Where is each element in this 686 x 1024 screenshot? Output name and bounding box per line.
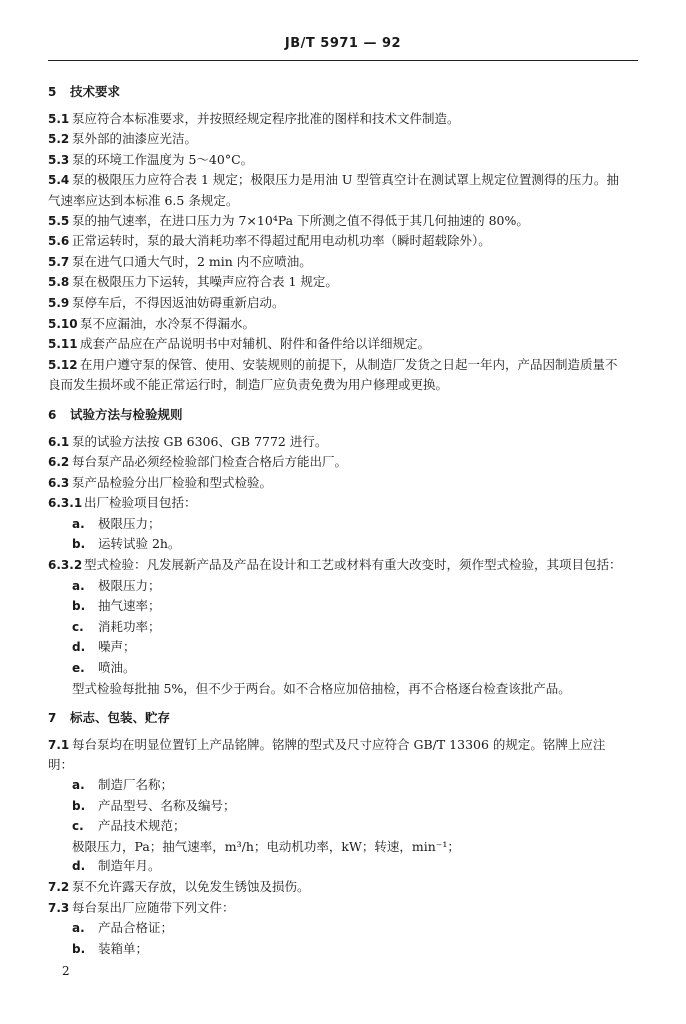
list-item	[48, 637, 640, 658]
clause-5-4-continued	[48, 191, 640, 211]
clause-5-7	[48, 252, 640, 273]
clause-number: 5.3	[48, 152, 70, 167]
clause-text: 泵在进气口通大气时，2 min 内不应喷油。	[72, 253, 312, 269]
clause-5-11	[48, 334, 640, 355]
clause-text: 泵在极限压力下运转，其噪声应符合表 1 规定。	[72, 274, 338, 290]
section-title: 标志、包装、贮存	[70, 710, 171, 726]
list-item	[48, 596, 640, 617]
page-header	[0, 36, 686, 51]
list-item	[48, 796, 640, 817]
clause-text: 泵的试验方法按 GB 6306、GB 7772 进行。	[72, 433, 328, 449]
clause-number: 5.6	[48, 234, 70, 249]
item-text: 极限压力；	[98, 577, 161, 593]
list-item	[48, 918, 640, 939]
clause-number: 7.3	[48, 900, 70, 915]
clause-number: 5.1	[48, 111, 70, 126]
clause-5-3	[48, 150, 640, 171]
clause-5-9	[48, 293, 640, 314]
clause-number: 5.7	[48, 254, 70, 269]
section-6-heading	[48, 405, 640, 426]
item-text: 噪声；	[98, 639, 136, 655]
clause-number: 6.3.1	[48, 496, 83, 511]
item-marker: e.	[72, 661, 85, 676]
clause-text: 每台泵产品必须经检验部门检查合格后方能出厂。	[72, 454, 348, 470]
clause-7-2	[48, 877, 640, 898]
list-item	[48, 514, 640, 535]
list-item	[48, 576, 640, 597]
clause-text: 泵的环境工作温度为 5～40°C。	[72, 151, 254, 167]
clause-number: 6.3.2	[48, 558, 83, 573]
section-7-heading	[48, 708, 640, 729]
item-marker: d.	[72, 859, 86, 874]
section-title: 试验方法与检验规则	[70, 406, 183, 422]
clause-5-1	[48, 109, 640, 130]
clause-5-5	[48, 211, 640, 232]
clause-text: 成套产品应在产品说明书中对辅机、附件和备件给以详细规定。	[80, 336, 431, 352]
clause-7-3	[48, 898, 640, 919]
clause-text: 泵不应漏油，水冷泵不得漏水。	[80, 315, 256, 331]
item-text: 喷油。	[98, 660, 136, 676]
clause-number: 5.10	[48, 316, 78, 331]
clause-text: 泵的极限压力应符合表 1 规定；极限压力是用油 U 型管真空计在测试罩上规定位置测得的压力。抽	[72, 172, 619, 188]
clause-number: 7.1	[48, 737, 70, 752]
clause-number: 5.9	[48, 295, 70, 310]
clause-text: 泵停车后，不得因返油妨碍重新启动。	[72, 294, 285, 310]
clause-text: 每台泵出厂应随带下列文件：	[72, 899, 235, 915]
item-marker: c.	[72, 619, 84, 634]
list-item	[48, 939, 640, 960]
clause-text: 泵的抽气速率，在进口压力为 7×10⁴Pa 下所测之值不得低于其几何抽速的 80%。	[72, 212, 529, 228]
clause-6-1	[48, 432, 640, 453]
item-text: 产品合格证；	[98, 920, 174, 936]
clause-text: 每台泵均在明显位置钉上产品铭牌。铭牌的型式及尺寸应符合 GB/T 13306 的规定。铭牌上应注	[72, 736, 606, 752]
clause-5-6	[48, 231, 640, 252]
clause-6-3-1	[48, 493, 640, 514]
item-marker: c.	[72, 819, 84, 834]
item-marker: b.	[72, 599, 86, 614]
item-text: 制造年月。	[98, 858, 161, 874]
clause-text: 泵外部的油漆应光洁。	[72, 131, 198, 147]
item-text: 装箱单；	[98, 940, 149, 956]
item-text: 运转试验 2h。	[98, 536, 181, 552]
clause-7-1-continued	[48, 755, 640, 775]
list-item	[48, 658, 640, 679]
clause-text: 在用户遵守泵的保管、使用、安装规则的前提下，从制造厂发货之日起一年内，产品因制造质量不	[80, 356, 618, 372]
item-marker: b.	[72, 798, 86, 813]
section-number: 5	[48, 85, 57, 99]
item-marker: a.	[72, 516, 85, 531]
spec-line	[48, 837, 640, 857]
page-number: 2	[62, 964, 70, 978]
clause-number: 5.2	[48, 132, 70, 147]
clause-number: 5.4	[48, 173, 70, 188]
item-marker: d.	[72, 640, 86, 655]
item-text: 极限压力；	[98, 515, 161, 531]
note-text: 型式检验每批抽 5%，但不少于两台。如不合格应加倍抽检，再不合格逐台检查该批产品。	[72, 680, 571, 696]
clause-text: 正常运转时，泵的最大消耗功率不得超过配用电动机功率（瞬时超载除外）。	[72, 233, 491, 249]
item-marker: b.	[72, 537, 86, 552]
item-marker: a.	[72, 921, 85, 936]
standard-code: JB/T 5971 — 92	[284, 36, 402, 51]
clause-text: 泵产品检验分出厂检验和型式检验。	[72, 474, 273, 490]
item-marker: a.	[72, 778, 85, 792]
list-item	[48, 816, 640, 837]
clause-number: 6.2	[48, 455, 70, 470]
clause-number: 6.1	[48, 434, 70, 449]
clause-text: 气速率应达到本标准 6.5 条规定。	[48, 192, 239, 208]
list-item	[48, 617, 640, 638]
clause-6-2	[48, 452, 640, 473]
clause-number: 5.8	[48, 275, 70, 290]
clause-5-4	[48, 170, 640, 191]
clause-5-2	[48, 129, 640, 150]
clause-text: 型式检验：凡发展新产品及产品在设计和工艺或材料有重大改变时，须作型式检验，其项目包括：	[84, 557, 622, 573]
clause-number: 5.11	[48, 337, 78, 352]
list-item	[48, 856, 640, 877]
item-text: 产品型号、名称及编号；	[98, 797, 236, 813]
spec-text: 极限压力，Pa；抽气速率，m³/h；电动机功率，kW；转速，min⁻¹；	[72, 838, 460, 854]
type-test-note	[48, 679, 640, 699]
item-text: 制造厂名称；	[98, 777, 174, 792]
clause-6-3	[48, 473, 640, 494]
clause-number: 7.2	[48, 879, 70, 894]
section-number: 6	[48, 407, 57, 422]
item-marker: a.	[72, 578, 85, 593]
item-text: 产品技术规范；	[98, 818, 186, 834]
clause-number: 6.3	[48, 475, 70, 490]
document-body	[48, 82, 640, 959]
header-rule	[48, 60, 638, 61]
clause-5-8	[48, 272, 640, 293]
list-item	[48, 534, 640, 555]
clause-text: 出厂检验项目包括：	[84, 495, 197, 511]
list-item	[48, 775, 640, 796]
section-title: 技术要求	[70, 84, 121, 99]
section-number: 7	[48, 711, 57, 726]
item-text: 消耗功率；	[98, 618, 161, 634]
clause-5-12-continued	[48, 375, 640, 395]
section-5-heading	[48, 82, 640, 103]
clause-text: 明：	[48, 757, 74, 773]
clause-text: 良而发生损坏或不能正常运行时，制造厂应负责免费为用户修理或更换。	[48, 377, 449, 393]
clause-number: 5.5	[48, 213, 70, 228]
clause-text: 泵不允许露天存放，以免发生锈蚀及损伤。	[72, 878, 310, 894]
clause-number: 5.12	[48, 357, 78, 372]
clause-5-10	[48, 314, 640, 335]
clause-6-3-2	[48, 555, 640, 576]
clause-7-1	[48, 735, 640, 756]
item-text: 抽气速率；	[98, 598, 161, 614]
clause-5-12	[48, 355, 640, 376]
item-marker: b.	[72, 941, 86, 956]
clause-text: 泵应符合本标准要求，并按照经规定程序批准的图样和技术文件制造。	[72, 110, 460, 126]
